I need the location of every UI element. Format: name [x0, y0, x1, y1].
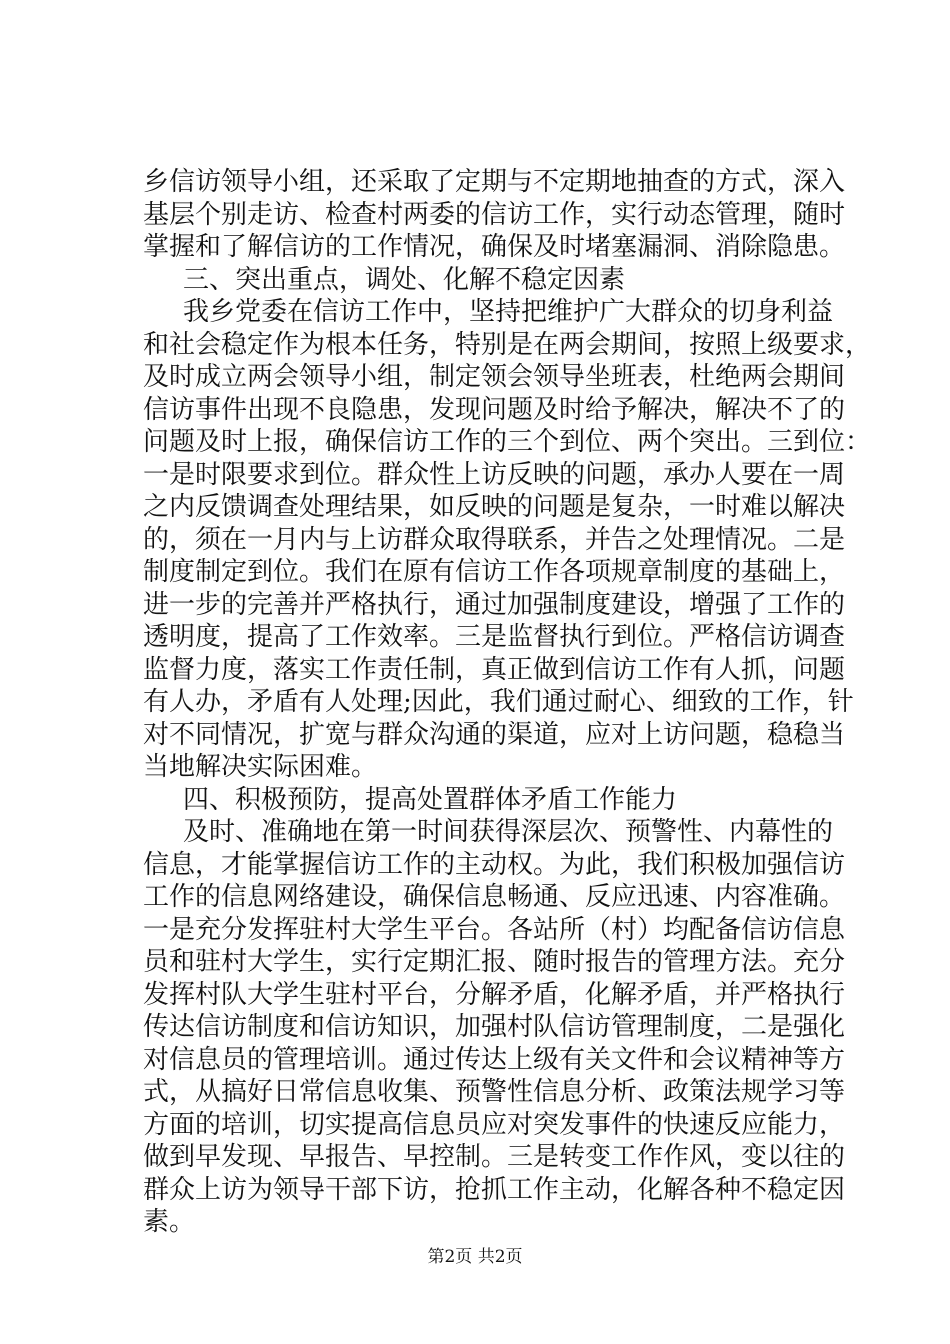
text-line: 问题及时上报，确保信访工作的三个到位、两个突出。三到位：: [143, 427, 872, 457]
text-line: 员和驻村大学生，实行定期汇报、随时报告的管理方法。充分: [143, 947, 846, 977]
text-line: 四、积极预防，提高处置群体矛盾工作能力: [183, 784, 678, 815]
text-line: 之内反馈调查处理结果，如反映的问题是复杂，一时难以解决: [143, 492, 846, 522]
text-line: 式，从搞好日常信息收集、预警性信息分析、政策法规学习等: [143, 1077, 846, 1107]
text-line: 工作的信息网络建设，确保信息畅通、反应迅速、内容准确。: [143, 882, 846, 912]
text-line: 监督力度，落实工作责任制，真正做到信访工作有人抓，问题: [143, 654, 846, 685]
text-line: 掌握和了解信访的工作情况，确保及时堵塞漏洞、消除隐患。: [143, 232, 846, 262]
text-line: 基层个别走访、检查村两委的信访工作，实行动态管理，随时: [143, 199, 846, 230]
text-line: 传达信访制度和信访知识，加强村队信访管理制度，二是强化: [143, 1012, 846, 1042]
text-line: 素。: [143, 1207, 196, 1237]
text-line: 和社会稳定作为根本任务，特别是在两会期间，按照上级要求，: [143, 329, 872, 360]
text-line: 进一步的完善并严格执行，通过加强制度建设，增强了工作的: [143, 589, 846, 620]
text-line: 制度制定到位。我们在原有信访工作各项规章制度的基础上，: [143, 557, 846, 587]
text-line: 及时成立两会领导小组，制定领会领导坐班表，杜绝两会期间: [143, 362, 846, 392]
text-line: 信访事件出现不良隐患，发现问题及时给予解决，解决不了的: [143, 394, 846, 425]
text-line: 群众上访为领导干部下访，抢抓工作主动，化解各种不稳定因: [143, 1174, 846, 1205]
text-line: 方面的培训，切实提高信息员应对突发事件的快速反应能力，: [143, 1109, 846, 1140]
text-line: 有人办，矛盾有人处理;因此，我们通过耐心、细致的工作，针: [143, 687, 854, 717]
text-line: 信息，才能掌握信访工作的主动权。为此，我们积极加强信访: [143, 849, 846, 880]
text-line: 三、突出重点，调处、化解不稳定因素: [183, 264, 626, 295]
text-line: 一是时限要求到位。群众性上访反映的问题，承办人要在一周: [143, 459, 846, 490]
text-line: 的，须在一月内与上访群众取得联系，并告之处理情况。二是: [143, 524, 846, 555]
text-line: 对不同情况，扩宽与群众沟通的渠道，应对上访问题，稳稳当: [143, 719, 846, 750]
text-line: 及时、准确地在第一时间获得深层次、预警性、内幕性的: [183, 817, 834, 847]
text-line: 当地解决实际困难。: [143, 752, 378, 782]
document-body: [143, 166, 872, 1239]
text-line: 乡信访领导小组，还采取了定期与不定期地抽查的方式，深入: [143, 167, 846, 197]
page-footer: 第2页 共2页: [427, 1247, 523, 1267]
text-line: 发挥村队大学生驻村平台，分解矛盾，化解矛盾，并严格执行: [143, 979, 846, 1010]
text-line: 透明度，提高了工作效率。三是监督执行到位。严格信访调查: [143, 622, 846, 652]
text-line: 对信息员的管理培训。通过传达上级有关文件和会议精神等方: [143, 1044, 846, 1075]
text-line: 我乡党委在信访工作中，坚持把维护广大群众的切身利益: [183, 297, 834, 327]
text-line: 做到早发现、早报告、早控制。三是转变工作作风，变以往的: [143, 1142, 846, 1172]
text-line: 一是充分发挥驻村大学生平台。各站所（村）均配备信访信息: [143, 914, 846, 945]
